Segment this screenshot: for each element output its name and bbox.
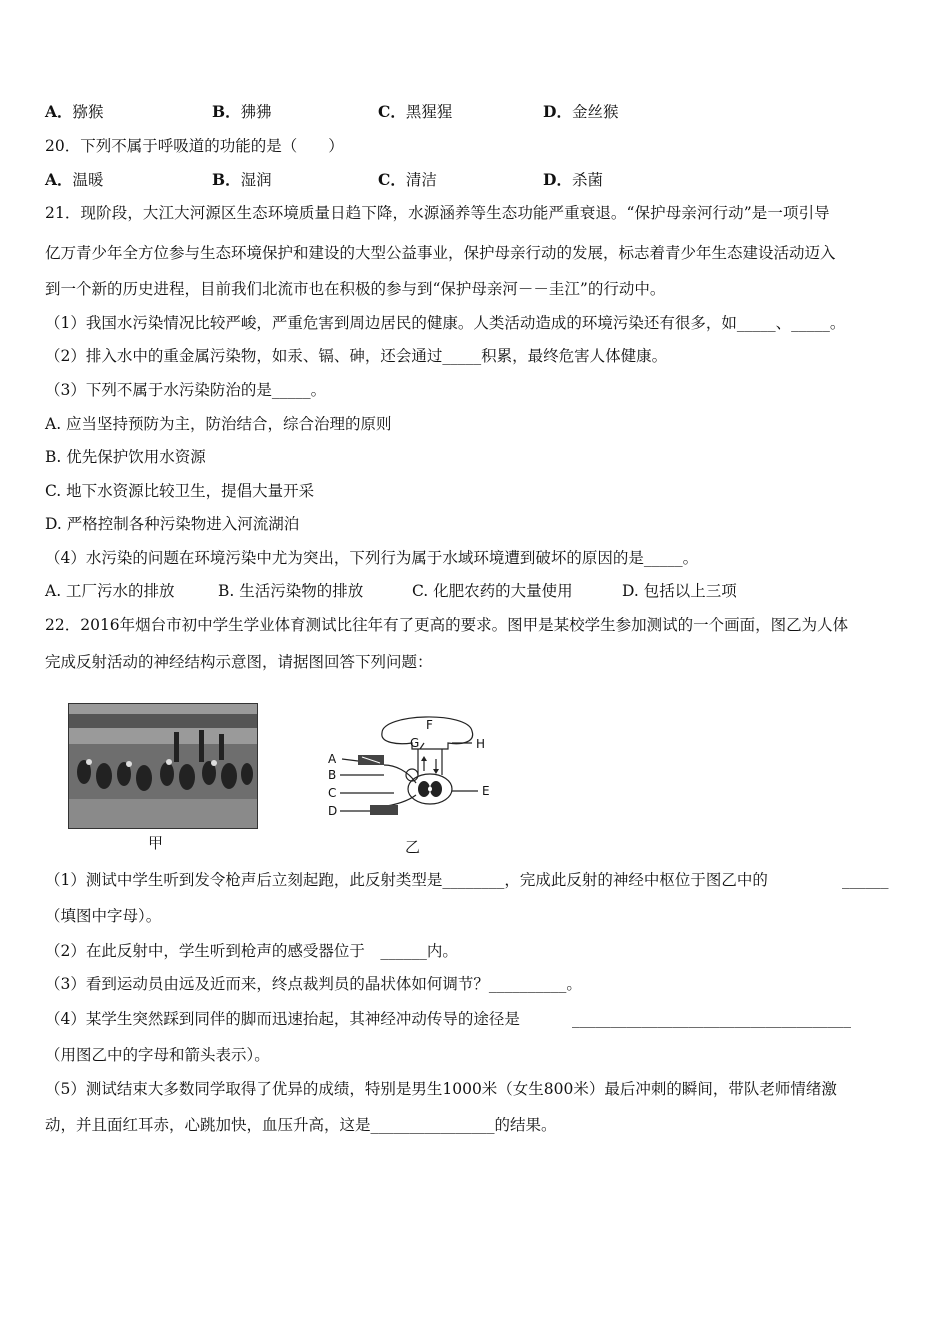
q21-part-3: （3）下列不属于水污染防治的是_____。 xyxy=(45,381,327,399)
q21-part-3-option-a: A. 应当坚持预防为主，防治结合，综合治理的原则 xyxy=(45,415,392,433)
figure-yi-caption: 乙 xyxy=(405,838,421,856)
q22-part-1-line-1: （1）测试中学生听到发令枪声后立刻起跑，此反射类型是________，完成此反射的神经中枢位于图乙中的 xyxy=(45,871,768,889)
figure-jia-photo xyxy=(68,703,258,829)
label-A: A xyxy=(328,752,337,766)
q22-part-4-line-1: （4）某学生突然踩到同伴的脚而迅速抬起，其神经冲动传导的途径是 xyxy=(45,1010,520,1028)
q21-part-3-option-d: D. 严格控制各种污染物进入河流湖泊 xyxy=(45,515,300,533)
q22-part-5-line-1: （5）测试结束大多数同学取得了优异的成绩，特别是男生1000米（女生800米）最后冲刺的瞬间，带队老师情绪激 xyxy=(45,1080,837,1098)
q21-stem-line-2: 亿万青少年全方位参与生态环境保护和建设的大型公益事业，保护母亲行动的发展，标志着青少年生态建设活动迈入 xyxy=(45,244,836,262)
label-F: F xyxy=(426,718,433,732)
q22-part-4-blank: ____________________________________ xyxy=(572,1010,851,1028)
q20-option-b: B．湿润 xyxy=(212,170,272,189)
q22-part-1-blank: ______ xyxy=(842,871,889,889)
q20-stem: 20．下列不属于呼吸道的功能的是（ ） xyxy=(45,137,344,155)
q22-stem-line-1: 22．2016年烟台市初中学生学业体育测试比往年有了更高的要求。图甲是某校学生参加测试的一个画面，图乙为人体 xyxy=(45,616,849,634)
label-C: C xyxy=(328,786,337,800)
q20-option-a: A．温暖 xyxy=(45,170,104,189)
q19-option-c: C．黑猩猩 xyxy=(378,102,453,121)
q19-option-a: A．猕猴 xyxy=(45,102,104,121)
q21-part-1: （1）我国水污染情况比较严峻，严重危害到周边居民的健康。人类活动造成的环境污染还有很多，如_____、_____。 xyxy=(45,314,846,332)
q19-option-d: D．金丝猴 xyxy=(543,102,619,121)
q21-stem-line-3: 到一个新的历史进程，目前我们北流市也在积极的参与到“保护母亲河－－圭江”的行动中。 xyxy=(45,280,666,298)
q21-part-2: （2）排入水中的重金属污染物，如汞、镉、砷，还会通过_____积累，最终危害人体健康。 xyxy=(45,347,668,365)
label-H: H xyxy=(476,737,486,751)
figure-jia-caption: 甲 xyxy=(148,834,164,852)
q22-part-1-line-2: （填图中字母）。 xyxy=(45,907,162,925)
q22-part-2: （2）在此反射中，学生听到枪声的感受器位于 ______内。 xyxy=(45,942,458,960)
figure-yi-reflex-arc xyxy=(320,703,510,843)
label-G: G xyxy=(410,736,420,750)
q21-part-3-option-b: B. 优先保护饮用水资源 xyxy=(45,448,206,466)
q19-option-b: B．狒狒 xyxy=(212,102,272,121)
q22-part-5-line-2: 动，并且面红耳赤，心跳加快，血压升高，这是________________的结果。 xyxy=(45,1116,557,1134)
q21-part-4-option-c: C. 化肥农药的大量使用 xyxy=(412,582,573,600)
q21-stem-line-1: 21．现阶段，大江大河源区生态环境质量日趋下降，水源涵养等生态功能严重衰退。“保护母亲河行动”是一项引导 xyxy=(45,204,830,222)
label-B: B xyxy=(328,768,337,782)
q21-part-4: （4）水污染的问题在环境污染中尤为突出，下列行为属于水域环境遭到破坏的原因的是_____。 xyxy=(45,549,699,567)
q21-part-4-option-a: A. 工厂污水的排放 xyxy=(45,582,175,600)
q21-part-3-option-c: C. 地下水资源比较卫生，提倡大量开采 xyxy=(45,482,315,500)
label-E: E xyxy=(482,784,490,798)
q22-part-4-line-2: （用图乙中的字母和箭头表示）。 xyxy=(45,1046,270,1064)
q21-part-4-option-d: D. 包括以上三项 xyxy=(622,582,737,600)
label-D: D xyxy=(328,804,338,818)
q20-option-d: D．杀菌 xyxy=(543,170,603,189)
q22-part-3: （3）看到运动员由远及近而来，终点裁判员的晶状体如何调节？__________。 xyxy=(45,975,582,993)
q21-part-4-option-b: B. 生活污染物的排放 xyxy=(218,582,364,600)
q20-option-c: C．清洁 xyxy=(378,170,437,189)
q22-stem-line-2: 完成反射活动的神经结构示意图，请据图回答下列问题： xyxy=(45,653,433,671)
